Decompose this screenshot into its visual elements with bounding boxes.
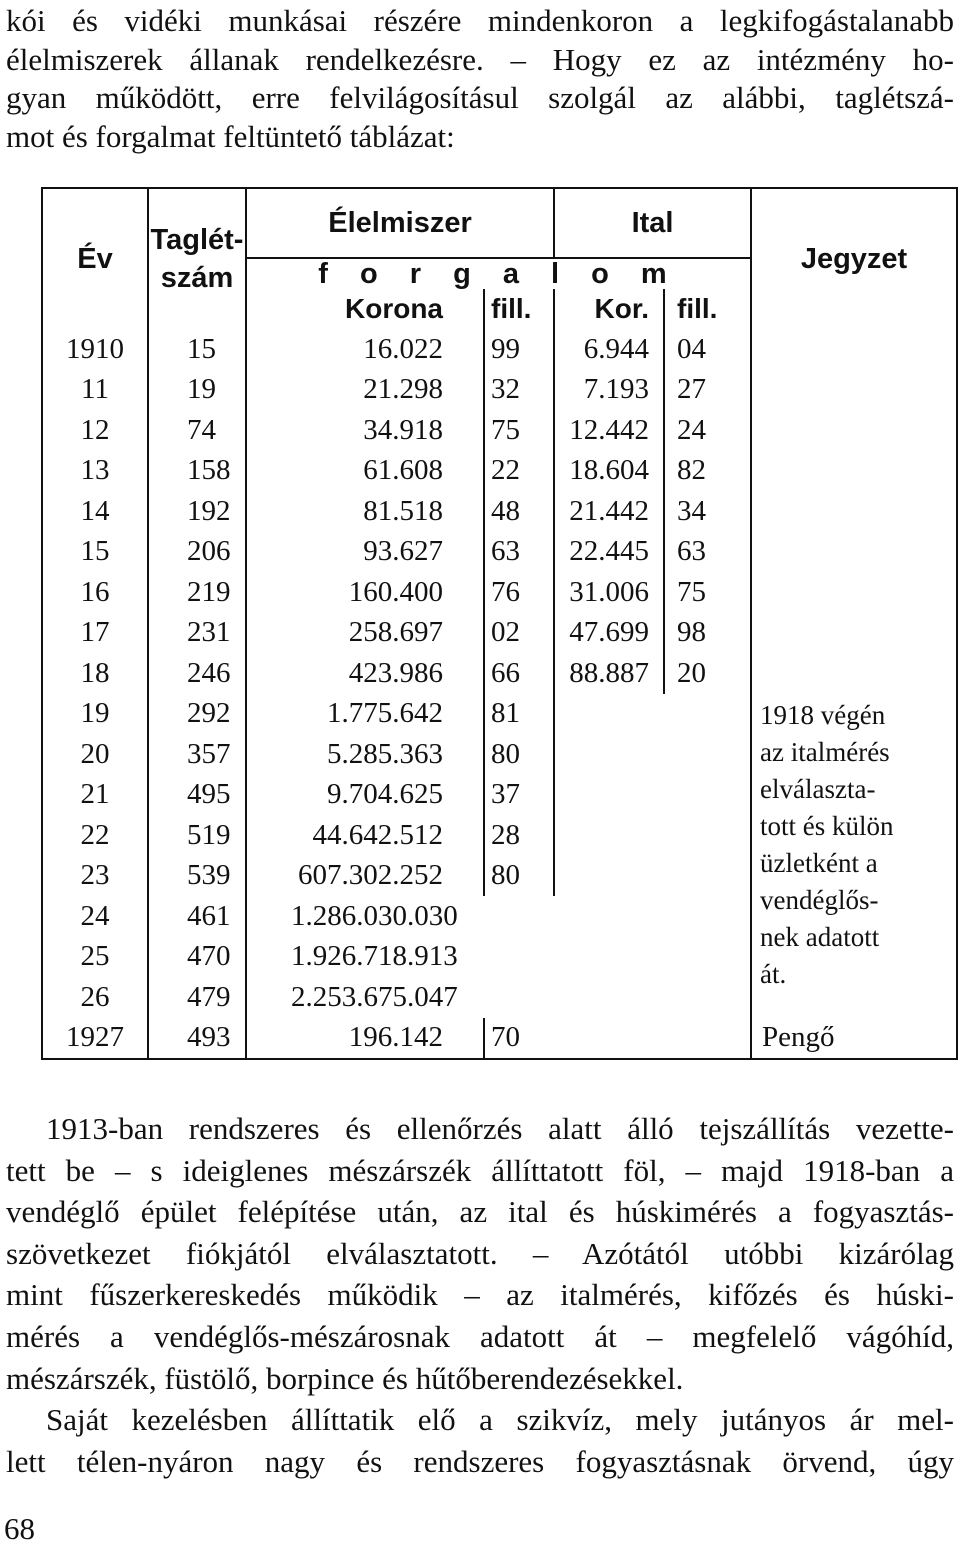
cell-elelmiszer-fill: 80 [484,856,554,897]
cell-elelmiszer-korona: 196.142 [246,1018,484,1060]
cell-elelmiszer-korona: 34.918 [246,410,484,451]
cell-tagletszam: 246 [148,653,246,694]
cell-elelmiszer-korona: 44.642.512 [246,815,484,856]
cell-ital-korona: 31.006 [554,572,664,613]
cell-ev: 16 [42,572,148,613]
cell-tagletszam: 292 [148,694,246,735]
cell-ital-fill: 75 [664,572,751,613]
header-ital: Ital [554,188,751,258]
note-line: elválaszta- [760,774,876,805]
cell-tagletszam: 74 [148,410,246,451]
cell-ital-korona [554,815,664,856]
cell-elelmiszer-fill: 66 [484,653,554,694]
cell-ital-fill: 34 [664,491,751,532]
header-fill-elelmiszer: fill. [484,289,554,329]
cell-tagletszam: 15 [148,329,246,370]
cell-ev: 14 [42,491,148,532]
cell-ital-fill: 82 [664,451,751,492]
cell-elelmiszer-fill [484,937,554,978]
cell-ev: 18 [42,653,148,694]
cell-ital-korona [554,856,664,897]
cell-ital-fill [664,977,751,1018]
header-fill-ital: fill. [664,289,751,329]
cell-tagletszam: 461 [148,896,246,937]
cell-elelmiszer-fill: 81 [484,694,554,735]
cell-ital-korona [554,937,664,978]
cell-elelmiszer-korona: 1.286.030.030 [291,899,458,932]
cell-ital-fill [664,775,751,816]
cell-ital-korona: 7.193 [554,370,664,411]
body-line: mérés a vendéglős-mészárosnak adatott át – megfelelő vágóhíd, [6,1318,954,1354]
cell-ev: 1910 [42,329,148,370]
note-line: az italmérés [760,737,890,768]
cell-ital-korona: 18.604 [554,451,664,492]
cell-elelmiszer-korona: 258.697 [246,613,484,654]
cell-ital-fill: 20 [664,653,751,694]
table-row [42,1018,957,1060]
table-row [42,653,957,694]
cell-ital-korona [554,775,664,816]
cell-elelmiszer-fill [484,896,554,937]
body-line: tett be – s ideiglenes mészárszék állíttatott föl, – majd 1918-ban a [6,1152,954,1188]
header-forgalom: f o r g a l o m [246,258,751,289]
cell-elelmiszer-korona: 607.302.252 [246,856,484,897]
note-line: üzletként a [760,848,878,879]
cell-tagletszam: 470 [148,937,246,978]
cell-tagletszam: 192 [148,491,246,532]
cell-ital-fill: 27 [664,370,751,411]
cell-ital-fill [664,856,751,897]
intro-line: élelmiszerek állanak rendelkezésre. – Hogy ez az intézmény ho- [6,41,954,77]
table-row [42,329,957,370]
cell-jegyzet-note [751,653,957,1018]
cell-ev: 25 [42,937,148,978]
intro-line: gyan működött, erre felvilágosításul szolgál az alábbi, taglétszá- [6,80,954,115]
cell-ital-fill: 98 [664,613,751,654]
cell-elelmiszer-fill: 22 [484,451,554,492]
cell-ev: 21 [42,775,148,816]
cell-ital-korona: 6.944 [554,329,664,370]
cell-ev: 17 [42,613,148,654]
membership-turnover-table [41,187,958,1060]
cell-ev: 12 [42,410,148,451]
cell-elelmiszer-korona: 81.518 [246,491,484,532]
cell-elelmiszer-fill: 76 [484,572,554,613]
cell-ital-fill: 24 [664,410,751,451]
cell-ital-korona: 21.442 [554,491,664,532]
cell-ev: 1927 [42,1018,148,1060]
cell-ev: 11 [42,370,148,411]
header-tagletszam [148,188,246,329]
cell-ital-korona [554,694,664,735]
cell-ev: 20 [42,734,148,775]
cell-elelmiszer-fill: 75 [484,410,554,451]
cell-elelmiszer-korona: 61.608 [246,451,484,492]
cell-ital-fill [664,734,751,775]
cell-elelmiszer-fill [484,977,554,1018]
cell-ev: 15 [42,532,148,573]
cell-ev: 22 [42,815,148,856]
cell-tagletszam: 219 [148,572,246,613]
cell-elelmiszer-korona: 5.285.363 [246,734,484,775]
cell-elelmiszer-korona: 160.400 [246,572,484,613]
intro-line: kói és vidéki munkásai részére mindenkoron a legkifogástalanabb [6,3,954,38]
cell-elelmiszer-fill: 32 [484,370,554,411]
cell-ital-korona [554,734,664,775]
note-line: nek adatott [760,922,880,953]
cell-elelmiszer-korona: 423.986 [246,653,484,694]
cell-ital-korona: 47.699 [554,613,664,654]
cell-ev: 26 [42,977,148,1018]
cell-elelmiszer-korona: 9.704.625 [246,775,484,816]
cell-elelmiszer-fill: 99 [484,329,554,370]
note-line: 1918 végén [760,700,886,731]
body-line: lett télen-nyáron nagy és rendszeres fogyasztásnak örvend, úgy [6,1443,954,1479]
cell-jegyzet-penge: Pengő [751,1018,957,1060]
cell-ital-fill [664,694,751,735]
cell-ital-korona: 88.887 [554,653,664,694]
cell-ital-korona [554,1018,664,1060]
cell-elelmiszer-korona: 21.298 [246,370,484,411]
cell-ital-fill [664,815,751,856]
cell-elelmiszer-fill: 02 [484,613,554,654]
cell-ital-korona: 12.442 [554,410,664,451]
cell-tagletszam: 357 [148,734,246,775]
header-jegyzet: Jegyzet [751,188,957,329]
cell-elelmiszer-korona: 2.253.675.047 [291,980,458,1013]
cell-tagletszam: 206 [148,532,246,573]
cell-elelmiszer-korona: 1.926.718.913 [291,940,458,973]
cell-ital-korona [554,896,664,937]
cell-tagletszam: 493 [148,1018,246,1060]
note-line: tott és külön [760,811,894,842]
cell-elelmiszer-korona: 1.775.642 [246,694,484,735]
header-ev: Év [42,188,148,329]
cell-elelmiszer-fill: 28 [484,815,554,856]
body-line: mészárszék, füstölő, borpince és hűtőberendezésekkel. [6,1360,684,1396]
cell-elelmiszer-fill: 70 [484,1018,554,1060]
cell-ital-fill [664,937,751,978]
cell-ital-korona: 22.445 [554,532,664,573]
body-line: mint fűszerkereskedés működik – az italmérés, kifőzés és húski- [6,1277,954,1313]
body-paragraphs [6,1108,954,1482]
body-line: Saját kezelésben állíttatik elő a szikvíz, mely jutányos ár mel- [46,1402,954,1438]
cell-elelmiszer-korona: 16.022 [246,329,484,370]
cell-ev: 19 [42,694,148,735]
header-tagletszam-line2: szám [160,262,234,294]
cell-tagletszam: 231 [148,613,246,654]
body-line: szövetkezet fiókjától elválasztatott. – Azótától utóbbi kizárólag [6,1235,954,1271]
cell-ev: 23 [42,856,148,897]
cell-elelmiszer-fill: 48 [484,491,554,532]
cell-tagletszam: 19 [148,370,246,411]
cell-elelmiszer-fill: 80 [484,734,554,775]
cell-tagletszam: 479 [148,977,246,1018]
cell-elelmiszer-fill: 37 [484,775,554,816]
cell-ital-fill: 63 [664,532,751,573]
cell-tagletszam: 539 [148,856,246,897]
cell-elelmiszer-korona: 93.627 [246,532,484,573]
header-kor: Kor. [554,289,664,329]
cell-tagletszam: 519 [148,815,246,856]
cell-tagletszam: 495 [148,775,246,816]
page-number: 68 [4,1511,35,1546]
cell-elelmiszer-fill: 63 [484,532,554,573]
cell-ev: 13 [42,451,148,492]
intro-paragraph [6,2,954,156]
body-line: vendéglő épület felépítése után, az ital és húskimérés a fogyasztás- [6,1194,954,1230]
cell-jegyzet-empty [751,329,957,653]
cell-ital-fill [664,896,751,937]
cell-ev: 24 [42,896,148,937]
header-elelmiszer: Élelmiszer [246,188,554,258]
note-line: át. [760,959,787,990]
intro-line: mot és forgalmat feltüntető táblázat: [6,118,455,154]
body-line: 1913-ban rendszeres és ellenőrzés alatt álló tejszállítás vezette- [46,1111,954,1146]
cell-tagletszam: 158 [148,451,246,492]
note-line: vendéglős- [760,885,879,916]
cell-ital-korona [554,977,664,1018]
cell-ital-fill [664,1018,751,1060]
header-korona: Korona [246,289,484,329]
header-tagletszam-line1: Taglét- [150,224,244,256]
cell-ital-fill: 04 [664,329,751,370]
